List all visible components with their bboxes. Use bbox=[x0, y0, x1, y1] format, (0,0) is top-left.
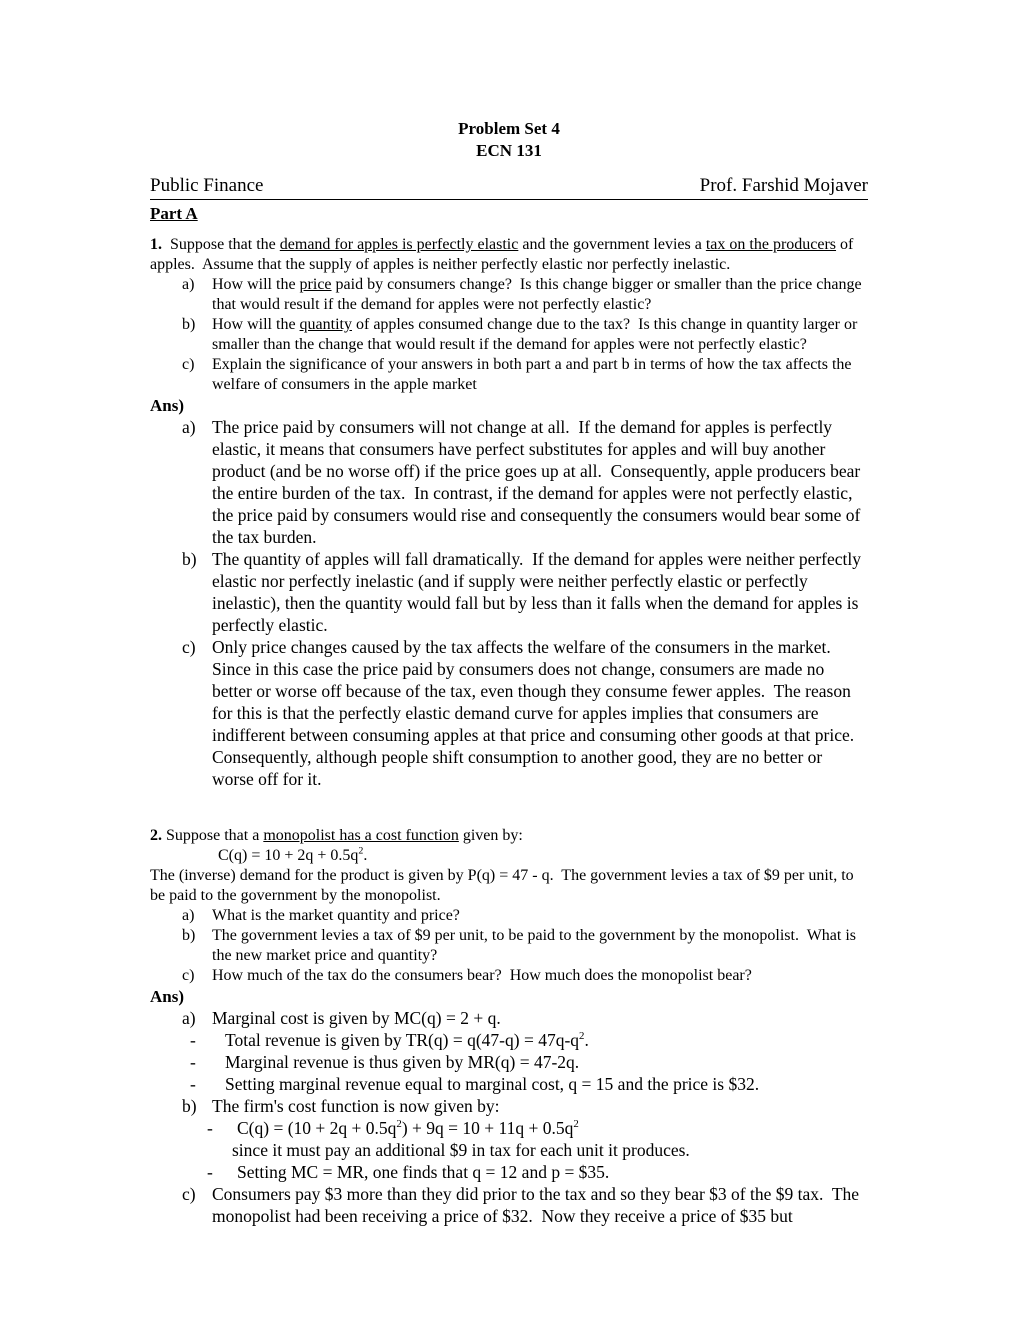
answer-text: The price paid by consumers will not change at all. If the demand for apples is perfectly elastic, it means that consumers have perfect substitutes for apples and will buy another product (and be no worse off) if the price goes up at all. Consequently, apple producers bear the entire burden of the tax. In contrast, if the demand for apples were not perfectly elastic, the price paid by consumers would rise and consequently the consumers would bear some of the tax burden. bbox=[212, 417, 865, 547]
question-2-item-b bbox=[182, 926, 868, 966]
item-marker: a) bbox=[182, 1008, 196, 1028]
item-marker: a) bbox=[182, 276, 195, 293]
dash-marker: - bbox=[190, 1052, 196, 1072]
question-2-item-a bbox=[182, 906, 868, 926]
item-text: What is the market quantity and price? bbox=[212, 907, 460, 924]
item-marker: c) bbox=[182, 967, 195, 984]
page-title: Problem Set 4 bbox=[458, 119, 560, 138]
answer-2-item-a bbox=[182, 1007, 868, 1029]
answer-2-a bbox=[182, 1007, 868, 1029]
item-marker: a) bbox=[182, 417, 196, 437]
question-2-equation: $C(q) = 10 + 2q + 0.5q^2$. bbox=[218, 845, 368, 864]
dash-item bbox=[207, 1117, 868, 1139]
dash-text: Total revenue is given by $TR(q) = q(47-q) = 47q-q^2$. bbox=[225, 1030, 589, 1050]
professor-name: Prof. Farshid Mojaver bbox=[699, 175, 868, 196]
dash-text: Setting marginal revenue equal to marginal cost, q = 15 and the price is $32. bbox=[225, 1074, 760, 1094]
answer-2-c bbox=[182, 1183, 868, 1227]
item-marker: c) bbox=[182, 1184, 196, 1204]
answer-2-label: Ans) bbox=[150, 987, 185, 1006]
question-1-item-c bbox=[182, 355, 868, 395]
answer-2-b-dash-2 bbox=[207, 1161, 868, 1183]
question-1-items bbox=[182, 275, 868, 395]
item-marker: b) bbox=[182, 549, 197, 569]
dash-item bbox=[190, 1029, 868, 1051]
answer-1-label: Ans) bbox=[150, 396, 185, 415]
course-code: ECN 131 bbox=[476, 141, 542, 160]
answer-2-b-note: since it must pay an additional $9 in tax for each unit it produces. bbox=[232, 1140, 690, 1160]
answer-1-items bbox=[182, 416, 868, 790]
answer-1-item-c bbox=[182, 636, 868, 790]
dash-item bbox=[190, 1073, 868, 1095]
answer-2-b bbox=[182, 1095, 868, 1117]
answer-1-item-a bbox=[182, 416, 868, 548]
dash-marker: - bbox=[207, 1118, 213, 1138]
dash-item bbox=[190, 1051, 868, 1073]
item-marker: c) bbox=[182, 356, 195, 373]
answer-text: The quantity of apples will fall dramatically. If the demand for apples were neither perfectly elastic nor perfectly inelastic (and if supply were neither perfectly elastic or perfectly inelastic), then the quantity would fall but by less than it falls when the demand for apples is perfectly elastic. bbox=[212, 549, 866, 635]
question-2-description: The (inverse) demand for the product is given by P(q) = 47 - q. The government levies a tax of $9 per unit, to be paid to the government by the monopolist. bbox=[150, 867, 858, 904]
item-marker: b) bbox=[182, 927, 196, 944]
answer-2-item-c bbox=[182, 1183, 868, 1227]
dash-item bbox=[207, 1161, 868, 1183]
dash-marker: - bbox=[190, 1030, 196, 1050]
answer-2-a-dashes bbox=[190, 1029, 868, 1095]
question-2-item-c bbox=[182, 966, 868, 986]
dash-marker: - bbox=[207, 1162, 213, 1182]
item-text: Explain the significance of your answers in both part a and part b in terms of how the tax affects the welfare of consumers in the apple market bbox=[212, 356, 856, 393]
answer-text: Consumers pay $3 more than they did prior to the tax and so they bear $3 of the $9 tax. The monopolist had been receiving a price of $32. Now they receive a price of $35 but bbox=[212, 1184, 864, 1226]
course-header bbox=[150, 174, 868, 200]
item-text: How will the quantity of apples consumed change due to the tax? Is this change in quantity larger or smaller than the change that would result if the demand for apples were not perfectly elastic? bbox=[212, 316, 862, 353]
question-1-item-b bbox=[182, 315, 868, 355]
answer-1-item-b bbox=[182, 548, 868, 636]
question-2-intro: 2. Suppose that a monopolist has a cost function given by: bbox=[150, 827, 523, 844]
dash-text: Marginal revenue is thus given by MR(q) = 47-2q. bbox=[225, 1052, 580, 1072]
answer-2-item-b bbox=[182, 1095, 868, 1117]
answer-text: The firm's cost function is now given by: bbox=[212, 1096, 500, 1116]
answer-2-b-dash-1 bbox=[207, 1117, 868, 1139]
section-heading: Part A bbox=[150, 204, 198, 223]
dash-text: Setting MC = MR, one finds that q = 12 and p = $35. bbox=[237, 1162, 610, 1182]
question-2-items bbox=[182, 906, 868, 986]
dash-text: $C(q) = (10 + 2q + 0.5q^2) + 9q = 10 + 11q + 0.5q^2$ bbox=[237, 1118, 579, 1138]
course-name: Public Finance bbox=[150, 175, 264, 196]
answer-text: Marginal cost is given by MC(q) = 2 + q. bbox=[212, 1008, 501, 1028]
item-text: How much of the tax do the consumers bear? How much does the monopolist bear? bbox=[212, 967, 752, 984]
item-text: How will the price paid by consumers change? Is this change bigger or smaller than the price change that would result if the demand for apples were not perfectly elastic? bbox=[212, 276, 866, 313]
dash-marker: - bbox=[190, 1074, 196, 1094]
item-marker: a) bbox=[182, 907, 195, 924]
item-text: The government levies a tax of $9 per unit, to be paid to the government by the monopolist. What is the new market price and quantity? bbox=[212, 927, 861, 964]
item-marker: c) bbox=[182, 637, 196, 657]
answer-text: Only price changes caused by the tax affects the welfare of the consumers in the market. Since in this case the price paid by consumers does not change, consumers are made no better or worse off because of the tax, even though they consume fewer apples. The reason for this is that the perfectly elastic demand curve for apples implies that consumers are indifferent between consuming apples at that price and consuming other goods at that price. Consequently, although people shift consumption to another good, they are no better or worse off for it. bbox=[212, 637, 863, 789]
item-marker: b) bbox=[182, 1096, 197, 1116]
section-heading-row bbox=[150, 200, 868, 225]
question-1-intro: 1. Suppose that the demand for apples is perfectly elastic and the government levies a tax on the producers of apples. Assume that the supply of apples is neither perfectly elastic nor perfectly inelastic. bbox=[150, 236, 858, 273]
item-marker: b) bbox=[182, 316, 196, 333]
question-1-item-a bbox=[182, 275, 868, 315]
